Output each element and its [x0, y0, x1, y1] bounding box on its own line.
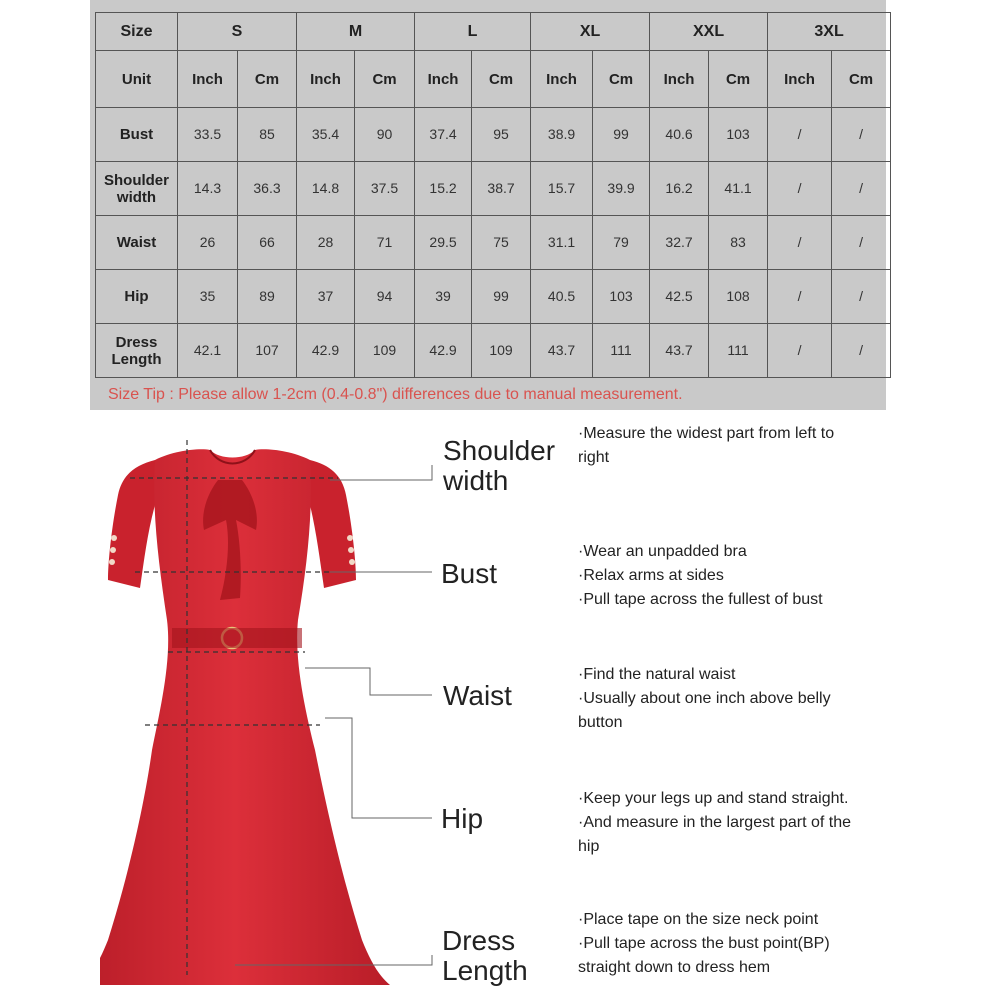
- value-cell: 26: [178, 216, 238, 270]
- size-header-cell: Size: [96, 13, 178, 51]
- value-cell: 108: [709, 270, 768, 324]
- value-cell: 37.5: [355, 162, 415, 216]
- value-cell: 43.7: [650, 324, 709, 378]
- value-cell: 37: [297, 270, 355, 324]
- value-cell: 99: [472, 270, 531, 324]
- value-cell: 79: [593, 216, 650, 270]
- value-cell: 29.5: [415, 216, 472, 270]
- unit-cell: Cm: [709, 51, 768, 108]
- size-header-cell: L: [415, 13, 531, 51]
- bust-description: [578, 540, 823, 612]
- value-cell: /: [768, 108, 832, 162]
- desc-line: straight down to dress hem: [578, 959, 771, 976]
- value-cell: 14.8: [297, 162, 355, 216]
- value-cell: 38.9: [531, 108, 593, 162]
- unit-cell: Inch: [178, 51, 238, 108]
- unit-cell: Inch: [768, 51, 832, 108]
- unit-cell: Inch: [297, 51, 355, 108]
- value-cell: 40.6: [650, 108, 709, 162]
- unit-cell: Cm: [593, 51, 650, 108]
- value-cell: /: [768, 162, 832, 216]
- desc-line: hip: [578, 838, 600, 855]
- row-label-line: Waist: [116, 234, 157, 251]
- shoulder-description: [578, 422, 834, 470]
- desc-line: button: [578, 714, 623, 731]
- bust-label: [441, 559, 497, 589]
- value-cell: /: [832, 324, 891, 378]
- value-cell: 15.2: [415, 162, 472, 216]
- value-cell: 95: [472, 108, 531, 162]
- shoulder-width-label: [443, 436, 555, 496]
- hip-label: [441, 804, 483, 834]
- unit-cell: Inch: [415, 51, 472, 108]
- waist-description: [578, 663, 831, 735]
- label-line: Waist: [443, 680, 512, 711]
- desc-line: ·Usually about one inch above belly: [578, 690, 831, 707]
- desc-line: ·Place tape on the size neck point: [578, 911, 819, 928]
- value-cell: /: [832, 216, 891, 270]
- value-cell: 41.1: [709, 162, 768, 216]
- value-cell: 14.3: [178, 162, 238, 216]
- value-cell: 66: [238, 216, 297, 270]
- waist-label: [443, 681, 512, 711]
- value-cell: 75: [472, 216, 531, 270]
- value-cell: 32.7: [650, 216, 709, 270]
- value-cell: 39.9: [593, 162, 650, 216]
- label-line: Length: [442, 955, 528, 986]
- length-description: [578, 908, 830, 980]
- value-cell: 89: [238, 270, 297, 324]
- row-label-line: Shoulder: [103, 171, 169, 189]
- value-cell: 35: [178, 270, 238, 324]
- value-cell: 109: [355, 324, 415, 378]
- desc-line: ·Wear an unpadded bra: [578, 543, 747, 560]
- value-cell: /: [832, 162, 891, 216]
- dress-length-label: [442, 926, 528, 986]
- value-cell: 16.2: [650, 162, 709, 216]
- size-header-cell: 3XL: [768, 13, 891, 51]
- size-header-cell: S: [178, 13, 297, 51]
- unit-label-cell: Unit: [96, 51, 178, 108]
- value-cell: 90: [355, 108, 415, 162]
- value-cell: /: [768, 324, 832, 378]
- value-cell: 103: [593, 270, 650, 324]
- value-cell: 36.3: [238, 162, 297, 216]
- desc-line: ·Pull tape across the fullest of bust: [578, 591, 823, 608]
- hip-connector: [325, 718, 432, 818]
- row-label-line: Length: [111, 350, 162, 368]
- unit-cell: Cm: [832, 51, 891, 108]
- value-cell: 15.7: [531, 162, 593, 216]
- value-cell: 83: [709, 216, 768, 270]
- value-cell: 39: [415, 270, 472, 324]
- unit-cell: Cm: [472, 51, 531, 108]
- label-line: width: [443, 465, 509, 496]
- desc-line: right: [578, 449, 610, 466]
- value-cell: 85: [238, 108, 297, 162]
- size-header-cell: M: [297, 13, 415, 51]
- unit-cell: Cm: [238, 51, 297, 108]
- value-cell: 31.1: [531, 216, 593, 270]
- length-connector: [235, 955, 432, 965]
- desc-line: ·Keep your legs up and stand straight.: [578, 790, 849, 807]
- unit-cell: Inch: [650, 51, 709, 108]
- row-label-line: Bust: [119, 126, 154, 143]
- value-cell: 42.9: [415, 324, 472, 378]
- value-cell: 111: [593, 324, 650, 378]
- value-cell: 107: [238, 324, 297, 378]
- value-cell: 111: [709, 324, 768, 378]
- size-tip-text: Size Tip : Please allow 1-2cm (0.4-0.8") differences due to manual measurement.: [108, 386, 683, 403]
- value-cell: 109: [472, 324, 531, 378]
- value-cell: 35.4: [297, 108, 355, 162]
- desc-line: ·And measure in the largest part of the: [578, 814, 852, 831]
- waist-connector: [305, 668, 432, 695]
- value-cell: 103: [709, 108, 768, 162]
- value-cell: 43.7: [531, 324, 593, 378]
- value-cell: 37.4: [415, 108, 472, 162]
- desc-line: ·Find the natural waist: [578, 666, 736, 683]
- unit-cell: Inch: [531, 51, 593, 108]
- value-cell: /: [832, 108, 891, 162]
- value-cell: 94: [355, 270, 415, 324]
- row-label-line: Hip: [124, 288, 149, 305]
- value-cell: /: [768, 270, 832, 324]
- desc-line: ·Relax arms at sides: [578, 567, 724, 584]
- value-cell: 28: [297, 216, 355, 270]
- row-label-line: width: [116, 188, 157, 206]
- value-cell: 38.7: [472, 162, 531, 216]
- size-header-cell: XXL: [650, 13, 768, 51]
- row-label-line: Dress: [115, 333, 158, 351]
- unit-cell: Cm: [355, 51, 415, 108]
- label-line: Dress: [442, 925, 516, 956]
- desc-line: ·Pull tape across the bust point(BP): [578, 935, 830, 952]
- shoulder-connector: [330, 465, 432, 480]
- desc-line: ·Measure the widest part from left to: [578, 425, 835, 442]
- value-cell: 42.5: [650, 270, 709, 324]
- size-header-cell: XL: [531, 13, 650, 51]
- value-cell: /: [832, 270, 891, 324]
- label-line: Bust: [441, 558, 498, 589]
- label-line: Hip: [441, 803, 484, 834]
- value-cell: /: [768, 216, 832, 270]
- value-cell: 33.5: [178, 108, 238, 162]
- value-cell: 42.9: [297, 324, 355, 378]
- label-line: Shoulder: [443, 435, 556, 466]
- value-cell: 40.5: [531, 270, 593, 324]
- value-cell: 71: [355, 216, 415, 270]
- value-cell: 99: [593, 108, 650, 162]
- value-cell: 42.1: [178, 324, 238, 378]
- hip-description: [578, 787, 851, 859]
